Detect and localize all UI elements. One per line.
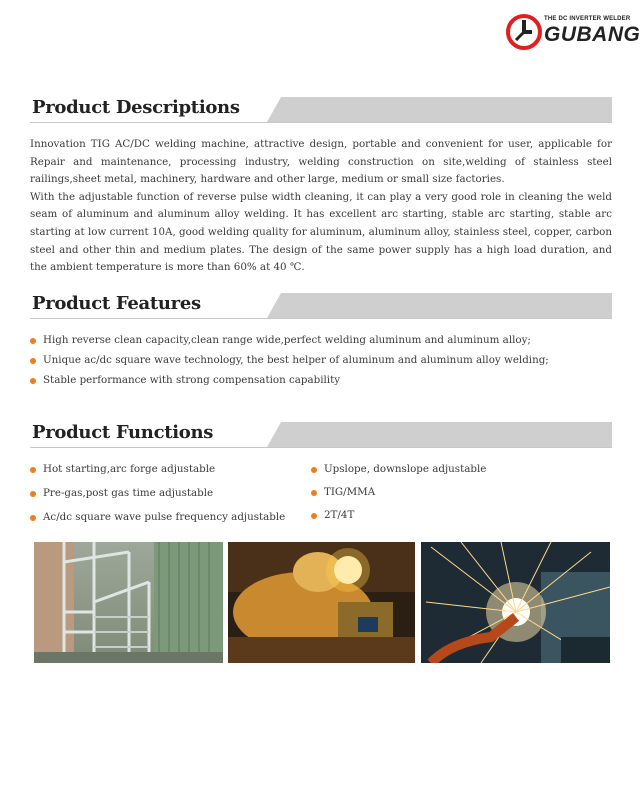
features-header <box>30 293 612 319</box>
section-title: Product Descriptions <box>32 97 240 118</box>
bullet-dot-icon <box>311 490 317 496</box>
functions-list-left <box>30 463 285 535</box>
header-bar <box>267 293 612 318</box>
bullet-dot-icon <box>30 338 36 344</box>
functions-header <box>30 422 612 448</box>
list-item <box>311 463 486 486</box>
bullet-dot-icon <box>30 378 36 384</box>
list-item <box>30 511 285 535</box>
logo-wordmark: GUBANG <box>544 23 641 46</box>
list-item-text: Stable performance with strong compensation capability <box>43 374 341 386</box>
welding-sparks-photo <box>421 542 610 663</box>
list-item-text: Hot starting,arc forge adjustable <box>43 463 216 475</box>
list-item-text: Upslope, downslope adjustable <box>324 463 487 475</box>
list-item <box>30 334 549 354</box>
header-rule <box>30 122 612 123</box>
stairs-railing-photo <box>34 542 223 663</box>
header-rule <box>30 318 612 319</box>
list-item-text: 2T/4T <box>324 509 355 521</box>
descriptions-body <box>30 136 612 277</box>
description-paragraph: Innovation TIG AC/DC welding machine, attractive design, portable and convenient for user, applicable for Repair and maintenance, processing industry, welding construction on site,welding of stainless steel railings,sheet metal, machinery, hardware and other large, medium or small size factories. <box>30 138 612 186</box>
gubang-logo-icon <box>506 14 542 50</box>
brand-logo <box>506 14 641 50</box>
bullet-dot-icon <box>30 491 36 497</box>
header-rule <box>30 447 612 448</box>
header-bar <box>267 422 612 447</box>
list-item <box>30 463 285 487</box>
section-title: Product Functions <box>32 422 214 443</box>
features-list <box>30 334 549 394</box>
list-item-text: High reverse clean capacity,clean range wide,perfect welding aluminum and aluminum alloy; <box>43 334 531 346</box>
header-bar <box>267 97 612 122</box>
list-item <box>30 487 285 511</box>
list-item <box>311 509 486 532</box>
list-item <box>311 486 486 509</box>
bullet-dot-icon <box>311 467 317 473</box>
bullet-dot-icon <box>30 358 36 364</box>
list-item-text: Ac/dc square wave pulse frequency adjustable <box>43 511 286 523</box>
bullet-dot-icon <box>30 515 36 521</box>
logo-tagline: THE DC INVERTER WELDER <box>544 16 631 22</box>
list-item <box>30 374 549 394</box>
description-paragraph: With the adjustable function of reverse pulse width cleaning, it can play a very good role in cleaning the weld seam of aluminum and aluminum alloy welding. It has excellent arc starting, stable arc starting, stable arc starting at low current 10A, good welding quality for aluminum, aluminum alloy, stainless steel, copper, carbon steel and other thin and medium plates. The design of the same power supply has a high load duration, and the ambient temperature is more than 60% at 40 ℃. <box>30 190 612 274</box>
functions-list-right <box>311 463 486 532</box>
bullet-dot-icon <box>30 467 36 473</box>
list-item <box>30 354 549 374</box>
list-item-text: Unique ac/dc square wave technology, the best helper of aluminum and aluminum alloy welding; <box>43 354 549 366</box>
section-title: Product Features <box>32 293 201 314</box>
bullet-dot-icon <box>311 513 317 519</box>
list-item-text: TIG/MMA <box>324 486 376 498</box>
welder-at-work-photo <box>228 542 415 663</box>
list-item-text: Pre-gas,post gas time adjustable <box>43 487 214 499</box>
descriptions-header <box>30 97 612 123</box>
